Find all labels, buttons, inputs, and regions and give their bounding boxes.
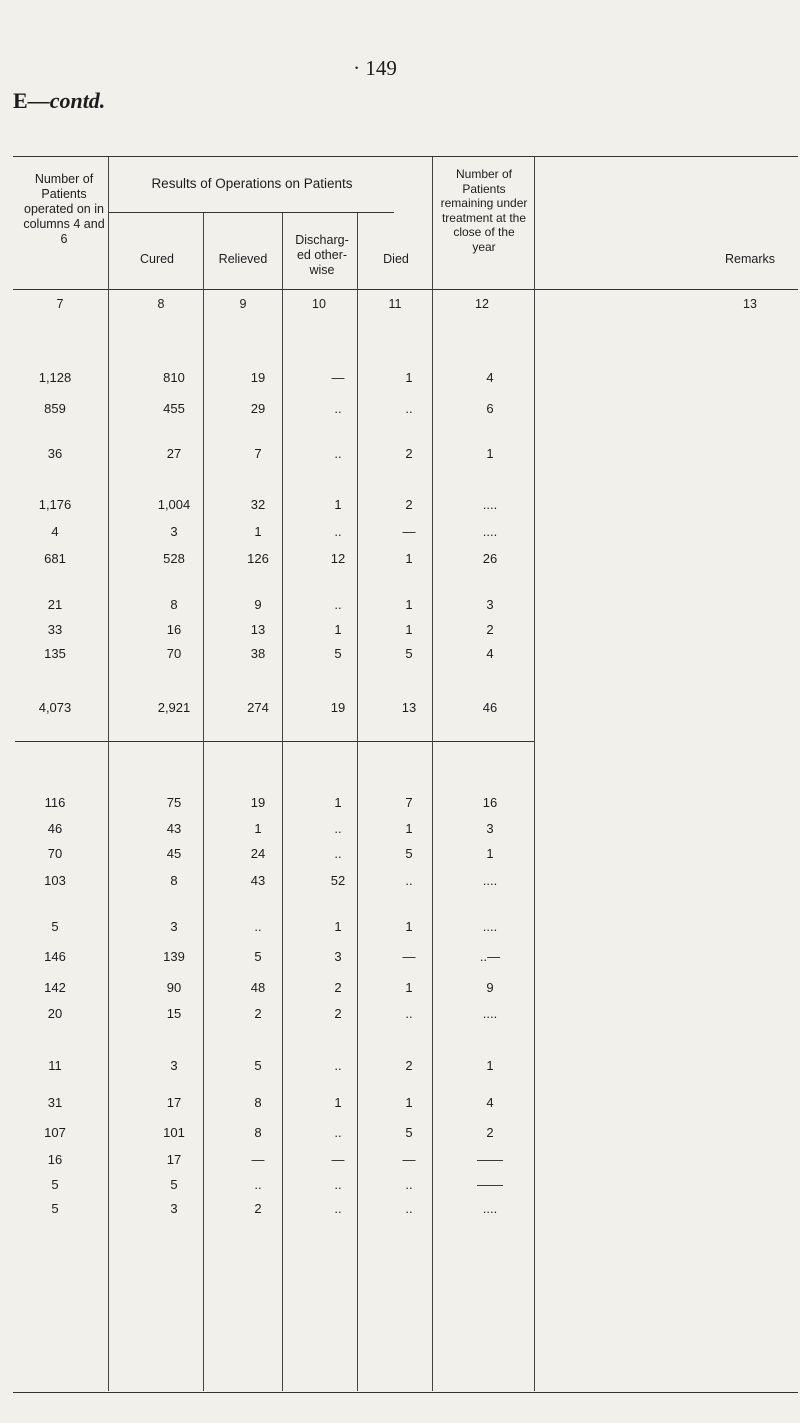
table-cell: 2 <box>334 980 342 995</box>
table-cell: 4,073 <box>38 700 72 715</box>
table-cell: 5 <box>51 1201 59 1216</box>
header-relieved: Relieved <box>218 252 268 266</box>
table-cell: .. <box>405 1006 413 1021</box>
table-cell: 5 <box>51 1177 59 1192</box>
table-cell: 1 <box>405 370 413 385</box>
table-cell: 126 <box>247 551 269 566</box>
header-bottom-rule <box>13 289 798 290</box>
table-cell: 116 <box>44 795 66 810</box>
table-cell: 45 <box>166 846 182 861</box>
table-cell: 2 <box>405 446 413 461</box>
table-cell: 43 <box>166 821 182 836</box>
table-cell: 8 <box>254 1125 262 1140</box>
table-row <box>0 1124 800 1142</box>
table-cell: 3 <box>170 1201 178 1216</box>
table-row <box>0 872 800 890</box>
table-cell: — <box>331 370 345 385</box>
header-discharged: Discharg-ed other-wise <box>295 233 349 277</box>
table-cell: 31 <box>47 1095 63 1110</box>
table-cell: 2 <box>486 1125 494 1140</box>
table-cell: 12 <box>330 551 346 566</box>
table-cell: 52 <box>330 873 346 888</box>
table-cell: .. <box>254 919 262 934</box>
table-cell: 3 <box>486 821 494 836</box>
table-cell: 1 <box>334 622 342 637</box>
table-cell: 19 <box>330 700 346 715</box>
table-cell: 19 <box>250 370 266 385</box>
table-cell: 1 <box>486 846 494 861</box>
table-cell: 5 <box>405 1125 413 1140</box>
table-cell: 27 <box>166 446 182 461</box>
table-cell: 7 <box>405 795 413 810</box>
table-cell: 3 <box>170 919 178 934</box>
table-cell: 1,004 <box>157 497 191 512</box>
table-cell: 3 <box>334 949 342 964</box>
column-number: 9 <box>239 297 247 311</box>
table-cell: 2 <box>405 497 413 512</box>
table-cell: 2 <box>405 1058 413 1073</box>
table-cell: — <box>402 524 416 539</box>
table-row <box>0 948 800 966</box>
table-cell: 135 <box>44 646 66 661</box>
table-cell: 6 <box>486 401 494 416</box>
table-cell: 1 <box>405 551 413 566</box>
table-cell: 2 <box>486 622 494 637</box>
table-row <box>0 496 800 514</box>
table-cell: ..— <box>479 949 501 964</box>
column-number: 12 <box>475 297 489 311</box>
table-row <box>0 979 800 997</box>
table-cell: .... <box>482 524 498 539</box>
table-cell: 48 <box>250 980 266 995</box>
table-cell: 29 <box>250 401 266 416</box>
table-cell: .. <box>405 401 413 416</box>
table-cell: 4 <box>486 370 494 385</box>
table-row <box>0 845 800 863</box>
table-cell: 16 <box>166 622 182 637</box>
table-cell: 17 <box>166 1095 182 1110</box>
table-cell: 21 <box>47 597 63 612</box>
table-cell: 70 <box>47 846 63 861</box>
table-cell: 528 <box>163 551 185 566</box>
table-cell: — <box>402 1152 416 1167</box>
column-number: 10 <box>312 297 326 311</box>
table-cell: 1 <box>254 821 262 836</box>
header-died: Died <box>383 252 409 266</box>
table-row <box>0 596 800 614</box>
table-row <box>0 918 800 936</box>
table-row <box>0 400 800 418</box>
table-cell: .... <box>482 497 498 512</box>
column-number: 11 <box>388 297 402 311</box>
table-cell: 4 <box>51 524 59 539</box>
table-cell: 26 <box>482 551 498 566</box>
table-cell: 46 <box>482 700 498 715</box>
table-cell: 7 <box>254 446 262 461</box>
table-cell: 1 <box>486 1058 494 1073</box>
table-cell: 5 <box>51 919 59 934</box>
table-cell: 9 <box>486 980 494 995</box>
table-row <box>0 1094 800 1112</box>
table-cell: 75 <box>166 795 182 810</box>
table-cell: 36 <box>47 446 63 461</box>
table-cell: .. <box>334 1201 342 1216</box>
table-cell: .... <box>482 1006 498 1021</box>
table-cell: 3 <box>170 524 178 539</box>
table-cell: 1 <box>334 795 342 810</box>
table-cell: 90 <box>166 980 182 995</box>
table-cell: 8 <box>170 873 178 888</box>
table-cell: .. <box>405 1177 413 1192</box>
table-cell: 142 <box>44 980 66 995</box>
table-row <box>0 445 800 463</box>
table-cell: 11 <box>48 1058 62 1073</box>
table-bottom-rule <box>13 1392 798 1393</box>
table-cell: — <box>402 949 416 964</box>
table-cell: 1 <box>405 622 413 637</box>
table-cell: 2 <box>254 1006 262 1021</box>
table-cell: 1 <box>405 597 413 612</box>
table-cell: .. <box>334 821 342 836</box>
header-remaining: Number of Patients remaining under treatment at the close of the year <box>440 167 528 254</box>
table-cell: 101 <box>163 1125 185 1140</box>
table-cell: 146 <box>44 949 66 964</box>
table-cell: .. <box>405 1201 413 1216</box>
table-cell: 1 <box>405 919 413 934</box>
table-cell: 17 <box>166 1152 182 1167</box>
table-cell: —— <box>477 1152 503 1167</box>
table-cell: 46 <box>47 821 63 836</box>
table-cell: .... <box>482 1201 498 1216</box>
table-cell: 274 <box>247 700 269 715</box>
table-cell: 8 <box>254 1095 262 1110</box>
table-cell: 3 <box>486 597 494 612</box>
table-cell: 8 <box>170 597 178 612</box>
table-cell: .. <box>334 1177 342 1192</box>
table-cell: 19 <box>250 795 266 810</box>
table-cell: .. <box>405 873 413 888</box>
table-cell: — <box>331 1152 345 1167</box>
table-cell: 107 <box>44 1125 66 1140</box>
table-cell: .. <box>334 1125 342 1140</box>
table-cell: — <box>251 1152 265 1167</box>
section-contd: —contd. <box>27 88 106 113</box>
table-cell: 1 <box>405 821 413 836</box>
column-number: 8 <box>157 297 165 311</box>
table-cell: 16 <box>47 1152 63 1167</box>
table-cell: 38 <box>250 646 266 661</box>
header-cured: Cured <box>139 252 175 266</box>
table-cell: 1,128 <box>38 370 72 385</box>
table-row <box>0 550 800 568</box>
table-row <box>0 1151 800 1169</box>
page-number: · 149 <box>353 56 397 80</box>
section-letter: E <box>13 88 28 113</box>
table-row <box>0 1005 800 1023</box>
table-cell: 24 <box>250 846 266 861</box>
table-row <box>0 794 800 812</box>
table-cell: 1 <box>486 446 494 461</box>
table-row <box>0 621 800 639</box>
table-cell: .. <box>334 1058 342 1073</box>
results-group-rule <box>108 212 394 213</box>
table-row <box>0 699 800 717</box>
table-row <box>0 1200 800 1218</box>
table-cell: 1 <box>334 497 342 512</box>
table-cell: .. <box>334 846 342 861</box>
table-cell: 5 <box>405 846 413 861</box>
table-cell: 70 <box>166 646 182 661</box>
table-cell: 5 <box>405 646 413 661</box>
table-cell: 2,921 <box>157 700 191 715</box>
table-cell: 681 <box>44 551 66 566</box>
table-cell: 1,176 <box>38 497 72 512</box>
table-top-rule <box>13 156 798 157</box>
table-row <box>0 1057 800 1075</box>
table-cell: 5 <box>334 646 342 661</box>
table-cell: 13 <box>250 622 266 637</box>
table-cell: 1 <box>334 919 342 934</box>
table-cell: 2 <box>334 1006 342 1021</box>
table-cell: 139 <box>163 949 185 964</box>
table-cell: .. <box>254 1177 262 1192</box>
table-cell: 2 <box>254 1201 262 1216</box>
table-row <box>0 1176 800 1194</box>
header-remarks: Remarks <box>724 252 775 266</box>
table-cell: 810 <box>163 370 185 385</box>
table-cell: 103 <box>44 873 66 888</box>
table-cell: 4 <box>486 646 494 661</box>
table-row <box>0 523 800 541</box>
table-cell: —— <box>477 1177 503 1192</box>
column-number: 7 <box>56 297 64 311</box>
table-cell: 4 <box>486 1095 494 1110</box>
table-cell: 1 <box>254 524 262 539</box>
table-cell: 1 <box>405 980 413 995</box>
table-row <box>0 369 800 387</box>
table-cell: .... <box>482 873 498 888</box>
table-cell: .. <box>334 446 342 461</box>
table-cell: 5 <box>254 1058 262 1073</box>
table-row <box>0 820 800 838</box>
table-row <box>0 645 800 663</box>
table-cell: 5 <box>254 949 262 964</box>
table-cell: 9 <box>254 597 262 612</box>
header-patients-operated: Number of Patients operated on in columns 4 and 6 <box>23 172 105 246</box>
table-cell: 43 <box>250 873 266 888</box>
table-cell: 5 <box>170 1177 178 1192</box>
table-cell: 1 <box>334 1095 342 1110</box>
table-cell: 3 <box>170 1058 178 1073</box>
subtotal-rule <box>15 741 535 742</box>
table-cell: .. <box>334 524 342 539</box>
header-results-group: Results of Operations on Patients <box>151 176 353 191</box>
table-cell: 1 <box>405 1095 413 1110</box>
table-cell: 32 <box>250 497 266 512</box>
table-cell: .... <box>482 919 498 934</box>
table-cell: .. <box>334 401 342 416</box>
table-cell: .. <box>334 597 342 612</box>
table-cell: 455 <box>163 401 185 416</box>
table-cell: 859 <box>44 401 66 416</box>
column-number: 13 <box>743 297 757 311</box>
table-cell: 15 <box>166 1006 182 1021</box>
section-title <box>13 88 105 114</box>
table-cell: 16 <box>482 795 498 810</box>
table-cell: 20 <box>47 1006 63 1021</box>
table-cell: 33 <box>47 622 63 637</box>
table-cell: 13 <box>401 700 417 715</box>
